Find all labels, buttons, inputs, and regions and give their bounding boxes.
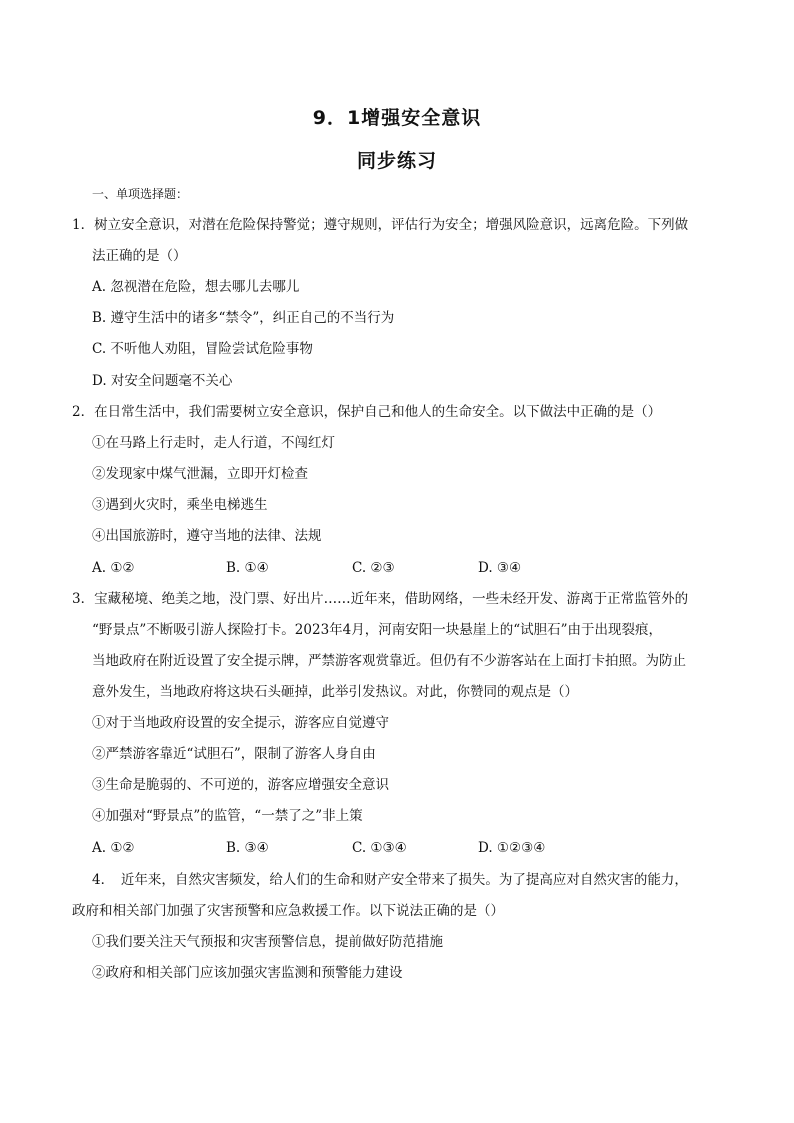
q3-statement-3: ③生命是脆弱的、不可逆的，游客应增强安全意识 [92,777,389,793]
q3-option-c: C. ①③④ [352,840,407,856]
q4-statement-1: ①我们要关注天气预报和灾害预警信息，提前做好防范措施 [92,934,443,950]
q2-options-row [0,558,794,578]
page-subtitle: 同步练习 [356,150,437,172]
section-heading: 一、单项选择题： [92,187,189,201]
q1-stem-line-2: 法正确的是（） [92,248,187,264]
q4-statement-2: ②政府和相关部门应该加强灾害监测和预警能力建设 [92,965,403,981]
q2-option-d: D. ③④ [478,560,522,576]
q3-statement-2: ②严禁游客靠近“试胆石”，限制了游客人身自由 [92,746,376,762]
q1-option-a: A. 忽视潜在危险，想去哪儿去哪儿 [92,279,300,295]
q4-stem-line-2: 政府和相关部门加强了灾害预警和应急救援工作。以下说法正确的是（） [72,903,504,919]
q3-statement-4: ④加强对“野景点”的监管，“一禁了之”非上策 [92,808,363,824]
q3-statement-1: ①对于当地政府设置的安全提示，游客应自觉遵守 [92,715,389,731]
q3-stem-line-2: “野景点”不断吸引游人探险打卡。2023年4月，河南安阳一块悬崖上的“试胆石”由于出现裂痕， [92,622,663,638]
q2-stem-line-1: 2．在日常生活中，我们需要树立安全意识，保护自己和他人的生命安全。以下做法中正确的是（） [72,404,662,420]
q1-option-d: D. 对安全问题毫不关心 [92,373,233,389]
q1-option-b: B. 遵守生活中的诸多“禁令”，纠正自己的不当行为 [92,310,395,326]
q3-stem-line-3: 当地政府在附近设置了安全提示牌，严禁游客观赏靠近。但仍有不少游客站在上面打卡拍照。为防止 [92,653,686,669]
page-title: 9．1增强安全意识 [312,107,482,129]
q3-option-d: D. ①②③④ [478,840,546,856]
q2-option-c: C. ②③ [352,560,395,576]
q1-option-c: C. 不听他人劝阻，冒险尝试危险事物 [92,341,313,357]
q3-stem-line-1: 3．宝藏秘境、绝美之地，没门票、好出片……近年来，借助网络，一些未经开发、游离于正常监管外的 [72,591,689,607]
q3-options-row [0,838,794,858]
q2-option-a: A. ①② [92,560,135,576]
q3-option-b: B. ③④ [226,840,269,856]
q4-stem-line-1: 4． 近年来，自然灾害频发，给人们的生命和财产安全带来了损失。为了提高应对自然灾害的能力， [92,872,688,888]
q2-statement-2: ②发现家中煤气泄漏，立即开灯检查 [92,466,308,482]
q2-statement-4: ④出国旅游时，遵守当地的法律、法规 [92,528,322,544]
q3-option-a: A. ①② [92,840,135,856]
q2-statement-3: ③遇到火灾时，乘坐电梯逃生 [92,497,268,513]
q3-stem-line-4: 意外发生，当地政府将这块石头砸掉，此举引发热议。对此，你赞同的观点是（） [92,684,578,700]
q2-statement-1: ①在马路上行走时，走人行道，不闯红灯 [92,435,335,451]
q2-option-b: B. ①④ [226,560,269,576]
q1-stem-line-1: 1．树立安全意识，对潜在危险保持警觉；遵守规则，评估行为安全；增强风险意识，远离危险。下列做 [72,217,689,233]
